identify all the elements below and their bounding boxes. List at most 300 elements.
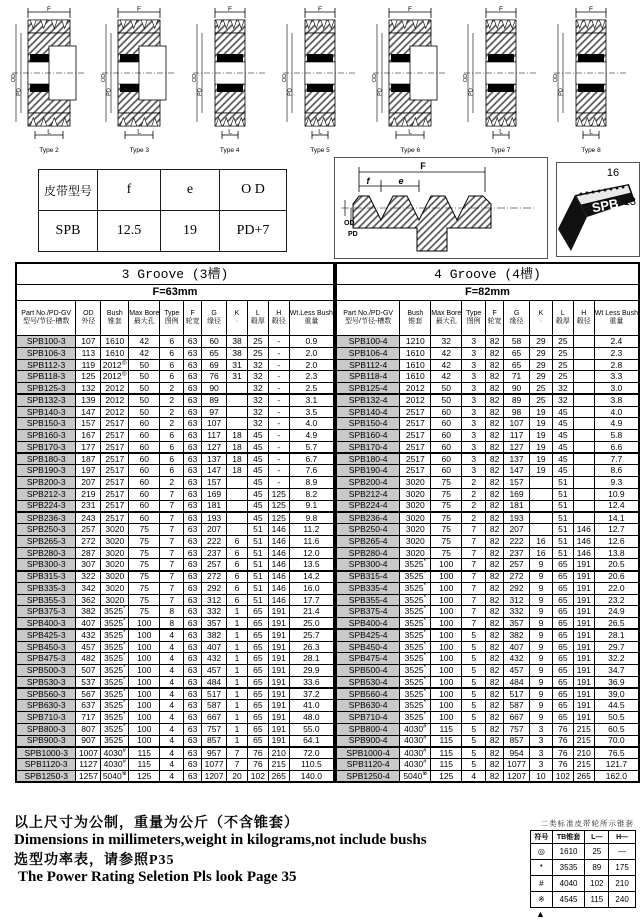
cell: 75 xyxy=(129,582,160,594)
cell: 75 xyxy=(431,547,462,559)
cell: 9 xyxy=(530,618,553,630)
cell: 6 xyxy=(227,547,248,559)
bush-table-title: 二类标准皮带轮所示锥套 xyxy=(540,819,634,828)
cell: 100 xyxy=(431,582,462,594)
cell-part-no: SPB900-3 xyxy=(16,735,76,747)
cell xyxy=(573,500,594,512)
cell: 26.3 xyxy=(289,641,334,653)
table-row xyxy=(336,430,639,442)
cell: 25 xyxy=(247,347,268,359)
main-tables xyxy=(15,262,640,783)
cell: 75 xyxy=(129,594,160,606)
table-row xyxy=(336,582,639,594)
column-header: 符号 xyxy=(531,831,553,844)
cell: 3525* xyxy=(400,606,431,618)
belt-height-label: 13 xyxy=(623,196,636,208)
cell: 100 xyxy=(431,700,462,712)
cell: 1610 xyxy=(400,347,431,359)
cell: 191 xyxy=(573,712,594,724)
table-row xyxy=(336,641,639,653)
cell: 107 xyxy=(202,418,227,430)
column-header: Wt Less Bush 重量 xyxy=(594,301,639,336)
cell: 2517 xyxy=(400,430,431,442)
cell: 58 xyxy=(504,336,530,348)
cell: 4 xyxy=(160,712,184,724)
cell: 9.3 xyxy=(594,477,639,489)
pulley-figure xyxy=(187,4,273,158)
cell: 9 xyxy=(530,676,553,688)
cell-part-no: SPB100-3 xyxy=(16,336,76,348)
cell: 63 xyxy=(184,336,202,348)
cell: 3020 xyxy=(400,500,431,512)
cell: 4 xyxy=(462,770,486,782)
cell: 60 xyxy=(129,465,160,477)
cell: 4 xyxy=(160,723,184,735)
cell: 76.5 xyxy=(594,747,639,759)
cell: 3 xyxy=(462,406,486,418)
cell: 139 xyxy=(76,394,101,406)
table-row xyxy=(336,688,639,700)
cell: 147 xyxy=(202,465,227,477)
cell: 18 xyxy=(227,430,248,442)
cell: 181 xyxy=(202,500,227,512)
cell: 3525* xyxy=(101,606,129,618)
cell-part-no: SPB150-4 xyxy=(336,418,400,430)
table-row xyxy=(336,712,639,724)
cell: 191 xyxy=(573,571,594,583)
cell: 5 xyxy=(462,735,486,747)
cell: 9 xyxy=(530,559,553,571)
cell-part-no: SPB300-3 xyxy=(16,559,76,571)
cell: 29.7 xyxy=(594,641,639,653)
cell: 41.0 xyxy=(289,700,334,712)
cell: 6.7 xyxy=(289,453,334,465)
cell: 191 xyxy=(268,723,289,735)
cell: 82 xyxy=(486,759,504,771)
dim-pd-label: PD xyxy=(348,231,358,238)
cell: 3 xyxy=(462,441,486,453)
cell-part-no: SPB125-3 xyxy=(16,383,76,395)
cell: 12.7 xyxy=(594,524,639,536)
column-header: OD 外径 xyxy=(76,301,101,336)
cell: 3525* xyxy=(101,688,129,700)
table-row xyxy=(16,594,334,606)
cell: 191 xyxy=(573,629,594,641)
cell: 3525* xyxy=(400,653,431,665)
cell: 432 xyxy=(504,653,530,665)
groove4-title-row xyxy=(336,263,639,285)
cell: 5 xyxy=(462,723,486,735)
cell: 2012 xyxy=(400,383,431,395)
column-header: L— xyxy=(585,831,609,844)
table-row xyxy=(336,406,639,418)
cell: 2 xyxy=(160,383,184,395)
cell: 6 xyxy=(160,441,184,453)
cell: 5 xyxy=(462,653,486,665)
cell: 637 xyxy=(76,700,101,712)
cell: 191 xyxy=(268,665,289,677)
cell: 82 xyxy=(486,594,504,606)
cell: 137 xyxy=(202,453,227,465)
table-row xyxy=(16,582,334,594)
cell: 307 xyxy=(76,559,101,571)
cell-part-no: SPB530-3 xyxy=(16,676,76,688)
cell: 4 xyxy=(160,770,184,782)
cell: 25 xyxy=(530,383,553,395)
cell: 312 xyxy=(504,594,530,606)
cell: 8.6 xyxy=(594,465,639,477)
cell: 537 xyxy=(76,676,101,688)
cell: 957 xyxy=(202,747,227,759)
cell-part-no: SPB190-4 xyxy=(336,465,400,477)
cell: 2517 xyxy=(400,406,431,418)
type-caption: Type 2 xyxy=(39,147,59,154)
cell: 4 xyxy=(160,735,184,747)
cell: 3020 xyxy=(400,535,431,547)
cell: 1077 xyxy=(202,759,227,771)
cell xyxy=(573,453,594,465)
cell: 100 xyxy=(431,653,462,665)
cell: 2 xyxy=(462,512,486,524)
svg-text:L: L xyxy=(137,128,142,136)
cell: 48.0 xyxy=(289,712,334,724)
cell: 65 xyxy=(552,688,573,700)
cell: 51 xyxy=(247,582,268,594)
svg-text:F: F xyxy=(317,6,322,13)
cell: 25 xyxy=(530,394,553,406)
cell: 2517 xyxy=(101,465,129,477)
belt-cross-section xyxy=(556,162,640,257)
table-row xyxy=(16,559,334,571)
cell: 29 xyxy=(530,336,553,348)
cell: 5 xyxy=(462,700,486,712)
cell-part-no: SPB180-3 xyxy=(16,453,76,465)
groove3-table xyxy=(15,262,335,783)
column-header: Max Bore 最大孔 xyxy=(431,301,462,336)
cell: 587 xyxy=(504,700,530,712)
spec-value-e: 19 xyxy=(161,211,220,252)
cell-part-no: ※ xyxy=(531,892,553,908)
cell: 1 xyxy=(227,688,248,700)
cell: 2517 xyxy=(101,453,129,465)
cell: 667 xyxy=(504,712,530,724)
cell: 332 xyxy=(504,606,530,618)
cell: 82 xyxy=(486,723,504,735)
cell: 3 xyxy=(530,747,553,759)
cell-part-no: SPB280-3 xyxy=(16,547,76,559)
cell: 90 xyxy=(504,383,530,395)
table-row xyxy=(531,876,636,892)
cell: 63 xyxy=(184,629,202,641)
cell: 191 xyxy=(573,676,594,688)
cell-part-no: SPB1000-4 xyxy=(336,747,400,759)
cell: - xyxy=(268,430,289,442)
cell: 4030# xyxy=(400,723,431,735)
cell: 342 xyxy=(76,582,101,594)
cell-part-no: SPB265-3 xyxy=(16,535,76,547)
cell: 2517 xyxy=(400,418,431,430)
cell: 2.0 xyxy=(289,359,334,371)
cell: 14.1 xyxy=(594,512,639,524)
cell: 18 xyxy=(227,441,248,453)
cell: 50 xyxy=(129,406,160,418)
cell xyxy=(573,359,594,371)
cell: - xyxy=(268,371,289,383)
cell: 3525* xyxy=(101,735,129,747)
cell: 82 xyxy=(486,477,504,489)
cell: 6 xyxy=(160,465,184,477)
pointer-triangle: ▲ xyxy=(536,909,545,919)
cell: 257 xyxy=(76,524,101,536)
cell: 292 xyxy=(202,582,227,594)
cell: 382 xyxy=(76,606,101,618)
cell-part-no: SPB475-4 xyxy=(336,653,400,665)
cell: 50 xyxy=(129,383,160,395)
cell-part-no: SPB400-3 xyxy=(16,618,76,630)
cell xyxy=(227,406,248,418)
column-header: Max Bore 最大孔 xyxy=(129,301,160,336)
cell: 3020 xyxy=(101,594,129,606)
cell: 82 xyxy=(486,500,504,512)
cell-part-no: SPB560-4 xyxy=(336,688,400,700)
cell: - xyxy=(268,394,289,406)
cell: 100 xyxy=(129,676,160,688)
footer-note-cn-power: 选型功率表，请参照P35 xyxy=(14,853,175,868)
cell: 82 xyxy=(486,371,504,383)
cell: 265 xyxy=(573,770,594,782)
cell: 4 xyxy=(160,629,184,641)
cell-part-no: SPB710-4 xyxy=(336,712,400,724)
cell: 210 xyxy=(609,876,636,892)
cell: 42 xyxy=(129,336,160,348)
cell: 115 xyxy=(431,735,462,747)
cell: 82 xyxy=(486,535,504,547)
cell-part-no: SPB450-3 xyxy=(16,641,76,653)
cell: 7 xyxy=(462,547,486,559)
cell: 51 xyxy=(552,524,573,536)
cell: 1 xyxy=(227,641,248,653)
spec-header-e: e xyxy=(161,170,220,211)
cell: 45 xyxy=(552,430,573,442)
cell: 237 xyxy=(504,547,530,559)
table-row xyxy=(336,735,639,747)
cell-part-no: SPB630-4 xyxy=(336,700,400,712)
cell-part-no: SPB425-3 xyxy=(16,629,76,641)
cell: 146 xyxy=(268,547,289,559)
table-row xyxy=(16,430,334,442)
cell: 45 xyxy=(552,453,573,465)
cell: 90 xyxy=(202,383,227,395)
table-row xyxy=(336,512,639,524)
table-row xyxy=(336,559,639,571)
cell: - xyxy=(268,477,289,489)
svg-text:OD: OD xyxy=(101,73,108,83)
cell: 76 xyxy=(552,759,573,771)
cell-part-no: SPB125-4 xyxy=(336,383,400,395)
table-row xyxy=(16,606,334,618)
cell xyxy=(573,336,594,348)
cell: 3525* xyxy=(400,676,431,688)
svg-text:PD: PD xyxy=(558,88,565,96)
cell-part-no: SPB132-4 xyxy=(336,394,400,406)
cell: 457 xyxy=(202,665,227,677)
cell: 4.9 xyxy=(594,418,639,430)
cell: 25.0 xyxy=(289,618,334,630)
cell: 3525* xyxy=(101,723,129,735)
cell: 2 xyxy=(462,500,486,512)
cell: 63 xyxy=(184,770,202,782)
cell: 4030# xyxy=(101,747,129,759)
cell xyxy=(573,394,594,406)
cell: 51 xyxy=(552,477,573,489)
table-row xyxy=(16,383,334,395)
table-row xyxy=(336,524,639,536)
cell: 222 xyxy=(202,535,227,547)
bush-footnote-block xyxy=(504,818,636,919)
cell xyxy=(573,406,594,418)
cell: 2517 xyxy=(101,500,129,512)
cell: 51 xyxy=(247,547,268,559)
cell-part-no: SPB170-4 xyxy=(336,441,400,453)
svg-text:L: L xyxy=(408,128,413,136)
cell: 82 xyxy=(486,618,504,630)
cell: 482 xyxy=(76,653,101,665)
cell-part-no: SPB250-4 xyxy=(336,524,400,536)
cell: 191 xyxy=(268,700,289,712)
cell: 39.0 xyxy=(594,688,639,700)
cell: 60 xyxy=(431,441,462,453)
cell: 5 xyxy=(462,665,486,677)
cell-part-no: SPB112-4 xyxy=(336,359,400,371)
groove3-face-width: F=63mm xyxy=(16,285,334,301)
table-row xyxy=(16,676,334,688)
cell-part-no: SPB560-3 xyxy=(16,688,76,700)
cell-part-no: SPB140-3 xyxy=(16,406,76,418)
cell: 432 xyxy=(202,653,227,665)
cell: 7 xyxy=(462,582,486,594)
cell: 3.3 xyxy=(594,371,639,383)
cell: 3525* xyxy=(400,594,431,606)
cell: 132 xyxy=(76,383,101,395)
cell: 65 xyxy=(552,618,573,630)
cell: 175 xyxy=(609,860,636,876)
cell-part-no: SPB118-3 xyxy=(16,371,76,383)
cell: 63 xyxy=(184,524,202,536)
cell-part-no: SPB160-4 xyxy=(336,430,400,442)
groove3-title-row xyxy=(16,263,334,285)
cell: 115 xyxy=(431,723,462,735)
cell: 7 xyxy=(462,618,486,630)
cell: 82 xyxy=(486,524,504,536)
cell: 60 xyxy=(431,406,462,418)
cell: 1610 xyxy=(101,347,129,359)
cell: 12.6 xyxy=(594,535,639,547)
cell: 28.1 xyxy=(289,653,334,665)
cell-part-no: SPB236-4 xyxy=(336,512,400,524)
cell: 7 xyxy=(462,606,486,618)
cell: 4030# xyxy=(101,759,129,771)
cell: 3525* xyxy=(400,559,431,571)
cell: 146 xyxy=(573,535,594,547)
cell: 65 xyxy=(552,629,573,641)
cell-part-no: SPB300-4 xyxy=(336,559,400,571)
table-row xyxy=(16,712,334,724)
cell: 3525* xyxy=(400,571,431,583)
cell: 32 xyxy=(552,394,573,406)
pulley-drawings xyxy=(6,4,634,158)
cell: 100 xyxy=(431,559,462,571)
cell: 82 xyxy=(486,547,504,559)
cell: 857 xyxy=(504,735,530,747)
cell: 9 xyxy=(530,653,553,665)
cell: 17.7 xyxy=(289,594,334,606)
cell: 100 xyxy=(431,641,462,653)
svg-text:F: F xyxy=(408,6,413,13)
cell: 9 xyxy=(530,641,553,653)
cell: 76 xyxy=(552,747,573,759)
cell: 1077 xyxy=(504,759,530,771)
cell: 272 xyxy=(202,571,227,583)
cell: 65 xyxy=(552,700,573,712)
cell: 191 xyxy=(573,618,594,630)
column-header: H 毂径 xyxy=(268,301,289,336)
cell: 3020 xyxy=(101,559,129,571)
cell: 115 xyxy=(129,759,160,771)
cell: 63 xyxy=(184,712,202,724)
cell: 191 xyxy=(268,606,289,618)
cell: 3020 xyxy=(101,535,129,547)
cell: 191 xyxy=(573,594,594,606)
cell: 16.0 xyxy=(289,582,334,594)
table-row xyxy=(16,418,334,430)
table-row xyxy=(336,347,639,359)
cell: 76 xyxy=(247,747,268,759)
cell: 1207 xyxy=(202,770,227,782)
cell: 1007 xyxy=(76,747,101,759)
cell: 191 xyxy=(573,606,594,618)
cell: 6 xyxy=(160,430,184,442)
column-header: F 轮宽 xyxy=(184,301,202,336)
cell: 82 xyxy=(486,641,504,653)
cell: 125 xyxy=(268,500,289,512)
table-row xyxy=(336,629,639,641)
table-row xyxy=(336,383,639,395)
cell: 146 xyxy=(268,594,289,606)
cell: 82 xyxy=(486,571,504,583)
cell: 6 xyxy=(227,559,248,571)
cell: 907 xyxy=(76,735,101,747)
cell: 82 xyxy=(486,747,504,759)
cell: 9 xyxy=(530,594,553,606)
cell: 7 xyxy=(462,535,486,547)
cell: 7 xyxy=(160,582,184,594)
table-row xyxy=(16,571,334,583)
cell: 3.5 xyxy=(289,406,334,418)
cell: 25 xyxy=(585,844,609,860)
cell: 19 xyxy=(530,430,553,442)
groove4-title: 4 Groove (4槽) xyxy=(336,263,639,285)
cell: 140.0 xyxy=(289,770,334,782)
cell: 65 xyxy=(247,641,268,653)
cell: 45 xyxy=(552,418,573,430)
column-header: Part No./PD-GV 型号/节径-槽数 xyxy=(336,301,400,336)
cell: 38 xyxy=(227,336,248,348)
cell: 3525* xyxy=(101,676,129,688)
cell: 97 xyxy=(202,406,227,418)
cell: 7 xyxy=(227,747,248,759)
cell: 4 xyxy=(160,700,184,712)
cell: 0.9 xyxy=(289,336,334,348)
